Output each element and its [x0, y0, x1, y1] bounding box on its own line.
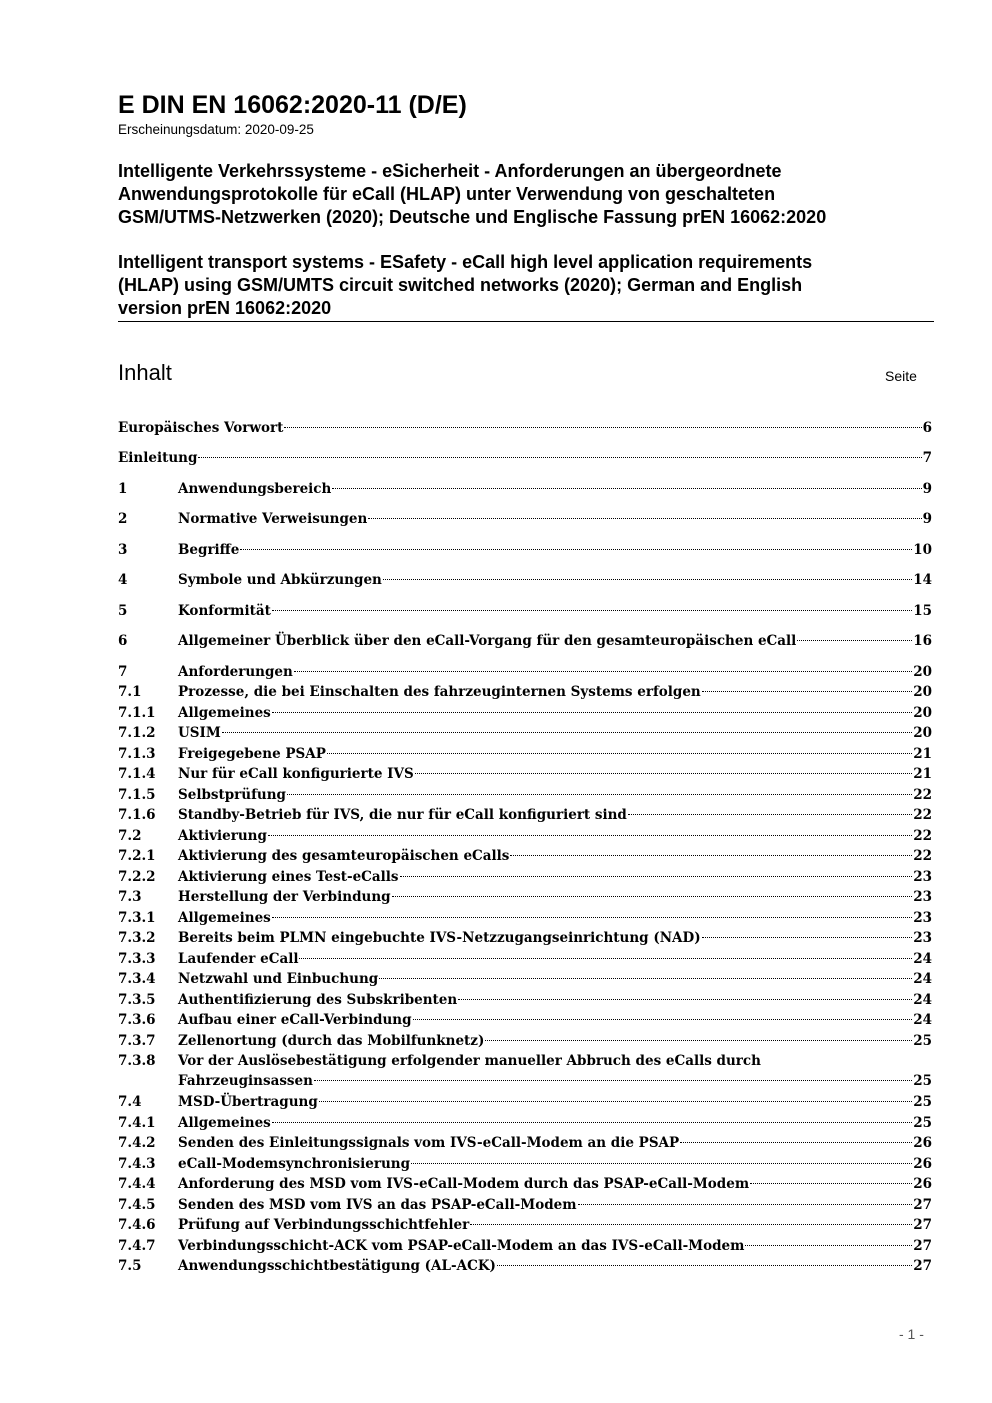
toc-page: 23 [913, 869, 932, 885]
toc-leader-dots [745, 1245, 912, 1246]
toc-label: Laufender eCall [178, 951, 299, 967]
toc-number: 7.4.1 [118, 1115, 156, 1131]
toc-page: 9 [922, 511, 932, 527]
title-en-line: (HLAP) using GSM/UMTS circuit switched networks (2020); German and English [118, 275, 803, 295]
toc-row[interactable] [118, 703, 932, 723]
toc-row[interactable] [118, 949, 932, 969]
toc-row[interactable] [118, 764, 932, 784]
toc-leader-dots [485, 1040, 912, 1041]
toc-leader-dots [578, 1204, 913, 1205]
toc-number: 7.5 [118, 1258, 142, 1274]
toc-row[interactable] [118, 1010, 932, 1030]
toc-leader-dots [368, 518, 921, 519]
toc-leader-dots [319, 1101, 912, 1102]
toc-page: 27 [913, 1258, 932, 1274]
toc-label: Zellenortung (durch das Mobilfunknetz) [178, 1033, 485, 1049]
toc-leader-dots [400, 876, 913, 877]
toc-number: 1 [118, 481, 128, 497]
toc-leader-dots [470, 1224, 912, 1225]
toc-number: 7.3 [118, 889, 142, 905]
toc-page: 25 [913, 1073, 932, 1089]
toc-leader-dots [314, 1080, 912, 1081]
toc-leader-dots [268, 835, 912, 836]
toc-leader-dots [332, 488, 921, 489]
toc-row[interactable] [118, 1113, 932, 1133]
toc-row[interactable] [118, 723, 932, 743]
toc-page: 24 [913, 992, 932, 1008]
toc-leader-dots [272, 712, 912, 713]
toc-row[interactable] [118, 418, 932, 438]
toc-page: 9 [922, 481, 932, 497]
toc-leader-dots [413, 1019, 913, 1020]
title-de-line: Intelligente Verkehrssysteme - eSicherheit - Anforderungen an übergeordnete [118, 161, 782, 181]
toc-leader-dots [222, 732, 912, 733]
toc-page: 14 [913, 572, 932, 588]
title-de-line: GSM/UTMS-Netzwerken (2020); Deutsche und Englische Fassung prEN 16062:2020 [118, 207, 827, 227]
toc-page: 10 [913, 542, 932, 558]
toc-label: Prozesse, die bei Einschalten des fahrzeuginternen Systems erfolgen [178, 684, 701, 700]
toc-label-first-line: Vor der Auslösebestätigung erfolgender manueller Abbruch des eCalls durch [178, 1053, 761, 1069]
toc-leader-dots [272, 1122, 912, 1123]
toc-row[interactable] [118, 1154, 932, 1174]
toc-page: 21 [913, 766, 932, 782]
toc-label: Netzwahl und Einbuchung [178, 971, 379, 987]
toc-label: Allgemeines [178, 1115, 271, 1131]
toc-leader-dots [272, 610, 912, 611]
toc-page: 25 [913, 1094, 932, 1110]
toc-row[interactable] [118, 1051, 932, 1071]
toc-leader-dots [327, 753, 912, 754]
toc-leader-dots [287, 794, 912, 795]
toc-label: Aktivierung [178, 828, 267, 844]
toc-number: 7.2.1 [118, 848, 156, 864]
toc-page: 20 [913, 725, 932, 741]
toc-label: Allgemeines [178, 705, 271, 721]
toc-page: 25 [913, 1115, 932, 1131]
toc-number: 6 [118, 633, 128, 649]
toc-page: 24 [913, 971, 932, 987]
toc-label: Allgemeines [178, 910, 271, 926]
toc-label: Standby-Betrieb für IVS, die nur für eCall konfiguriert sind [178, 807, 627, 823]
toc-row[interactable] [118, 601, 932, 621]
toc-page: 24 [913, 1012, 932, 1028]
toc-leader-dots [284, 427, 921, 428]
toc-label: Verbindungsschicht-ACK vom PSAP-eCall-Modem an das IVS-eCall-Modem [178, 1238, 745, 1254]
toc-leader-dots [272, 917, 912, 918]
toc-leader-dots [750, 1183, 912, 1184]
toc-number: 7.3.2 [118, 930, 156, 946]
toc-number: 7.4.5 [118, 1197, 156, 1213]
toc-label: Symbole und Abkürzungen [178, 572, 382, 588]
toc-page: 22 [913, 848, 932, 864]
toc-page: 16 [913, 633, 932, 649]
toc-page-column-label: Seite [885, 368, 917, 384]
toc-number: 7.4.2 [118, 1135, 156, 1151]
toc-number: 7.3.7 [118, 1033, 156, 1049]
toc-label: Freigegebene PSAP [178, 746, 326, 762]
title-divider [118, 321, 934, 322]
toc-row[interactable] [118, 448, 932, 468]
toc-row[interactable] [118, 1256, 932, 1276]
toc-leader-dots [411, 1163, 912, 1164]
publication-date: Erscheinungsdatum: 2020-09-25 [118, 122, 314, 137]
toc-number: 7.2.2 [118, 869, 156, 885]
toc-leader-dots [240, 549, 912, 550]
toc-label: Anwendungsschichtbestätigung (AL-ACK) [178, 1258, 496, 1274]
toc-row[interactable] [118, 1195, 932, 1215]
toc-page: 23 [913, 930, 932, 946]
toc-label: Konformität [178, 603, 271, 619]
toc-row[interactable] [118, 969, 932, 989]
toc-row[interactable] [118, 990, 932, 1010]
toc-leader-dots [458, 999, 912, 1000]
toc-leader-dots [702, 691, 912, 692]
toc-leader-dots [299, 958, 912, 959]
toc-label: Anforderung des MSD vom IVS-eCall-Modem durch das PSAP-eCall-Modem [178, 1176, 750, 1192]
toc-leader-dots [198, 457, 921, 458]
toc-row-continuation[interactable] [118, 1071, 932, 1091]
toc-row[interactable] [118, 1215, 932, 1235]
toc-label: Prüfung auf Verbindungsschichtfehler [178, 1217, 470, 1233]
toc-number: 7.3.5 [118, 992, 156, 1008]
toc-page: 23 [913, 889, 932, 905]
toc-label: Nur für eCall konfigurierte IVS [178, 766, 414, 782]
toc-label: Herstellung der Verbindung [178, 889, 391, 905]
toc-page: 26 [913, 1135, 932, 1151]
toc-label: MSD-Übertragung [178, 1094, 318, 1110]
toc-page: 20 [913, 664, 932, 680]
toc-number: 7.4.7 [118, 1238, 156, 1254]
toc-page: 7 [922, 450, 932, 466]
toc-heading: Inhalt [118, 360, 172, 385]
toc-number: 7.1.5 [118, 787, 156, 803]
toc-number: 7.4.4 [118, 1176, 156, 1192]
toc-label: Selbstprüfung [178, 787, 286, 803]
toc-row[interactable] [118, 509, 932, 529]
toc-page: 26 [913, 1176, 932, 1192]
toc-page: 22 [913, 787, 932, 803]
toc-number: 7.3.3 [118, 951, 156, 967]
toc-page: 20 [913, 705, 932, 721]
toc-label: Aktivierung des gesamteuropäischen eCalls [178, 848, 510, 864]
toc-row[interactable] [118, 887, 932, 907]
toc-label: USIM [178, 725, 221, 741]
toc-leader-dots [702, 937, 913, 938]
toc-row[interactable] [118, 908, 932, 928]
toc-label: Fahrzeuginsassen [178, 1073, 313, 1089]
toc-leader-dots [628, 814, 912, 815]
toc-row[interactable] [118, 570, 932, 590]
title-german [118, 160, 918, 229]
toc-row[interactable] [118, 785, 932, 805]
toc-page: 6 [922, 420, 932, 436]
toc-number: 7.4.6 [118, 1217, 156, 1233]
toc-page: 22 [913, 807, 932, 823]
title-en-line: version prEN 16062:2020 [118, 298, 332, 318]
toc-number: 7.3.6 [118, 1012, 156, 1028]
toc-label: Einleitung [118, 450, 198, 466]
title-en-line: Intelligent transport systems - ESafety - eCall high level application requirements [118, 252, 813, 272]
toc-page: 27 [913, 1217, 932, 1233]
toc-row[interactable] [118, 1092, 932, 1112]
toc-number: 7.1 [118, 684, 142, 700]
toc-label: Allgemeiner Überblick über den eCall-Vorgang für den gesamteuropäischen eCall [178, 633, 797, 649]
toc-row[interactable] [118, 682, 932, 702]
toc-row[interactable] [118, 479, 932, 499]
toc-page: 27 [913, 1238, 932, 1254]
toc-number: 7.3.8 [118, 1053, 156, 1069]
toc-number: 4 [118, 572, 128, 588]
toc-leader-dots [680, 1142, 912, 1143]
toc-row[interactable] [118, 1133, 932, 1153]
toc-row[interactable] [118, 744, 932, 764]
toc-label: Begriffe [178, 542, 240, 558]
toc-page: 27 [913, 1197, 932, 1213]
toc-page: 22 [913, 828, 932, 844]
toc-leader-dots [392, 896, 913, 897]
toc-row[interactable] [118, 867, 932, 887]
title-de-line: Anwendungsprotokolle für eCall (HLAP) unter Verwendung von geschalteten [118, 184, 776, 204]
toc-leader-dots [497, 1265, 912, 1266]
toc-leader-dots [797, 640, 912, 641]
toc-leader-dots [294, 671, 912, 672]
document-id: E DIN EN 16062:2020-11 (D/E) [118, 91, 467, 119]
title-english [118, 251, 918, 320]
toc-label: Anwendungsbereich [178, 481, 332, 497]
toc-number: 7.3.4 [118, 971, 156, 987]
toc-label: Europäisches Vorwort [118, 420, 284, 436]
toc-row[interactable] [118, 928, 932, 948]
toc-row[interactable] [118, 540, 932, 560]
toc-page: 21 [913, 746, 932, 762]
toc-label: Aktivierung eines Test-eCalls [178, 869, 399, 885]
toc-number: 3 [118, 542, 128, 558]
toc-row[interactable] [118, 846, 932, 866]
toc-leader-dots [510, 855, 912, 856]
toc-label: Normative Verweisungen [178, 511, 368, 527]
toc-label: Anforderungen [178, 664, 293, 680]
toc-leader-dots [379, 978, 912, 979]
toc-page: 25 [913, 1033, 932, 1049]
toc-number: 7.4.3 [118, 1156, 156, 1172]
toc-number: 7.1.2 [118, 725, 156, 741]
toc-number: 2 [118, 511, 128, 527]
toc-label: Aufbau einer eCall-Verbindung [178, 1012, 412, 1028]
toc-label: Bereits beim PLMN eingebuchte IVS-Netzzugangseinrichtung (NAD) [178, 930, 701, 946]
toc-label: Authentifizierung des Subskribenten [178, 992, 458, 1008]
toc-number: 7.1.3 [118, 746, 156, 762]
toc-page: 24 [913, 951, 932, 967]
toc-number: 7.1.1 [118, 705, 156, 721]
page-number: - 1 - [899, 1326, 924, 1342]
toc-number: 7.1.4 [118, 766, 156, 782]
toc-number: 7.3.1 [118, 910, 156, 926]
toc-row[interactable] [118, 1031, 932, 1051]
toc-row[interactable] [118, 826, 932, 846]
toc-number: 7 [118, 664, 128, 680]
toc-row[interactable] [118, 805, 932, 825]
toc-page: 23 [913, 910, 932, 926]
toc-leader-dots [415, 773, 913, 774]
toc-page: 20 [913, 684, 932, 700]
toc-label: Senden des Einleitungssignals vom IVS-eCall-Modem an die PSAP [178, 1135, 680, 1151]
toc-row[interactable] [118, 1174, 932, 1194]
toc-row[interactable] [118, 1236, 932, 1256]
toc-label: eCall-Modemsynchronisierung [178, 1156, 411, 1172]
toc-number: 7.1.6 [118, 807, 156, 823]
toc-number: 7.2 [118, 828, 142, 844]
toc-leader-dots [383, 579, 912, 580]
toc-number: 5 [118, 603, 128, 619]
toc-label: Senden des MSD vom IVS an das PSAP-eCall-Modem [178, 1197, 577, 1213]
toc-row[interactable] [118, 631, 932, 651]
toc-page: 26 [913, 1156, 932, 1172]
toc-row[interactable] [118, 662, 932, 682]
toc-page: 15 [913, 603, 932, 619]
toc-number: 7.4 [118, 1094, 142, 1110]
